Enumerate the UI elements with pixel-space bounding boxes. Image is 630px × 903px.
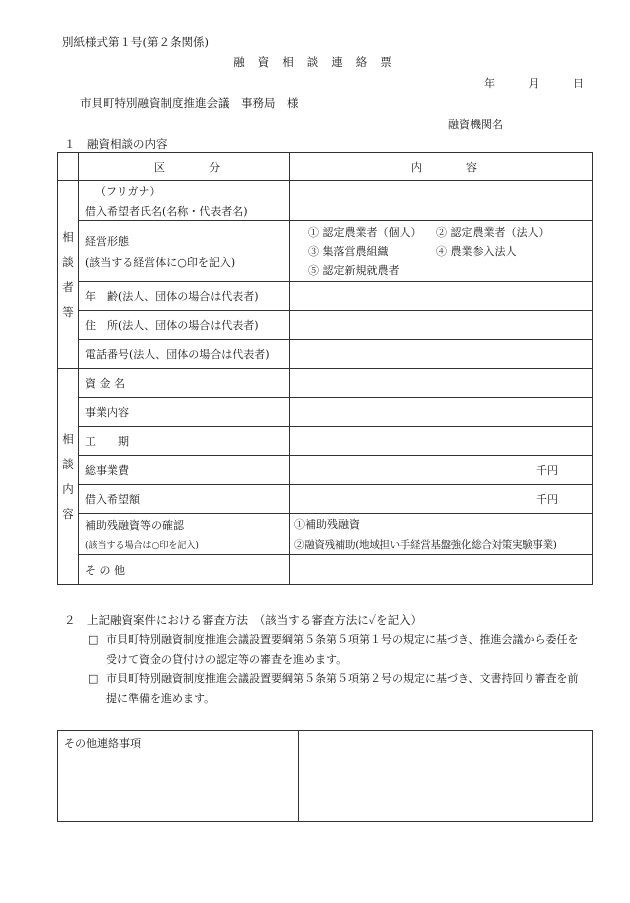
construction-period-label: 工 期 [79,427,290,456]
business-content-value[interactable] [290,398,593,427]
phone-value[interactable] [290,340,593,369]
section1-heading: １ 融資相談の内容 [64,137,168,151]
institution-label: 融資機関名 [448,118,503,131]
group1-char: 談 [62,255,74,269]
subsidy-check-note: (該当する場合は○印を記入) [85,541,199,551]
address-label: 住 所(法人、団体の場合は代表者) [79,311,290,340]
row-address [58,311,593,340]
business-form-text: 経営形態 [85,234,129,248]
group2-char: 内 [62,482,74,496]
addressee: 市貝町特別融資制度推進会議 事務局 様 [80,96,299,110]
subsidy-option-2[interactable]: ②融資残補助(地域担い手経営基盤強化総合対策実験事業) [294,539,557,551]
date-month: 月 [528,77,540,90]
business-option[interactable]: ④ 農業参入法人 [436,245,517,258]
row-subsidy-check [58,514,593,555]
header-content: 内 容 [290,153,593,181]
row-construction-period [58,427,593,456]
group1-char: 等 [62,305,74,319]
address-value[interactable] [290,311,593,340]
subsidy-options [290,514,593,555]
business-form-options [290,221,593,282]
loan-amount-unit: 千円 [536,493,558,506]
row-applicant-name [58,181,593,221]
applicant-name-text: 借入希望者氏名(名称・代表者名) [85,204,248,218]
construction-period-value[interactable] [290,427,593,456]
row-total-cost [58,456,593,485]
group2-char: 談 [62,457,74,471]
contact-label: その他連絡事項 [58,731,299,822]
checkbox-icon[interactable]: □ [88,672,99,685]
loan-amount-value[interactable] [290,485,593,514]
row-business-form [58,221,593,282]
table-header-row [58,153,593,181]
subsidy-option-1[interactable]: ①補助残融資 [294,518,360,531]
business-option[interactable]: ② 認定農業者（法人） [436,226,550,239]
header-category: 区 分 [79,153,290,181]
business-form-note: (該当する経営体に○印を記入) [85,255,236,269]
applicant-name-value[interactable] [290,181,593,221]
group1-char: 者 [62,280,74,294]
phone-label: 電話番号(法人、団体の場合は代表者) [79,340,290,369]
business-option[interactable]: ⑤ 認定新規就農者 [308,264,400,277]
review-method-option-1 [88,630,588,670]
business-option[interactable]: ① 認定農業者（個人） [308,226,422,239]
furigana-label: （フリガナ） [95,184,161,198]
group2-char: 相 [62,432,74,446]
total-cost-unit: 千円 [536,464,558,477]
total-cost-value[interactable] [290,456,593,485]
business-form-label [79,221,290,282]
header-blank-cell [58,153,79,181]
group1-char: 相 [62,230,74,244]
group-consultation [58,369,79,585]
row-phone [58,340,593,369]
review-method-option-2 [88,669,588,709]
age-value[interactable] [290,282,593,311]
group-applicant [58,181,79,369]
contact-row [58,731,593,822]
business-option[interactable]: ③ 集落営農組織 [308,245,389,258]
row-business-content [58,398,593,427]
contact-value[interactable] [299,731,593,822]
consultation-table [57,152,593,585]
review-method-option-2-text: 市貝町特別融資制度推進会議設置要綱第５条第５項第２号の規定に基づき、文書持回り審査を前提に準備を進めます。 [106,672,579,705]
date-year: 年 [484,77,495,90]
age-label: 年 齢(法人、団体の場合は代表者) [79,282,290,311]
date-day: 日 [573,77,584,90]
document-title: 融資相談連絡票 [233,55,405,69]
section2-heading: ２ 上記融資案件における審査方法 （該当する審査方法に✓を記入） [64,613,423,627]
form-number: 別紙様式第１号(第２条関係) [62,35,209,49]
other-value[interactable] [290,555,593,585]
checkbox-icon[interactable]: □ [88,633,99,646]
other-label: そ の 他 [79,555,290,585]
applicant-name-label [79,181,290,221]
date-line [458,75,584,91]
contact-table [57,730,593,822]
fund-name-value[interactable] [290,369,593,398]
review-method-option-1-text: 市貝町特別融資制度推進会議設置要綱第５条第５項第１号の規定に基づき、推進会議から委任を受けて資金の貸付けの認定等の審査を進めます。 [106,633,579,666]
loan-amount-label: 借入希望額 [79,485,290,514]
row-age [58,282,593,311]
business-content-label: 事業内容 [79,398,290,427]
row-fund-name [58,369,593,398]
total-cost-label: 総事業費 [79,456,290,485]
subsidy-check-text: 補助残融資等の確認 [85,519,184,532]
subsidy-check-label [79,514,290,555]
row-loan-amount [58,485,593,514]
row-other [58,555,593,585]
group2-char: 容 [62,507,74,521]
fund-name-label: 資 金 名 [79,369,290,398]
